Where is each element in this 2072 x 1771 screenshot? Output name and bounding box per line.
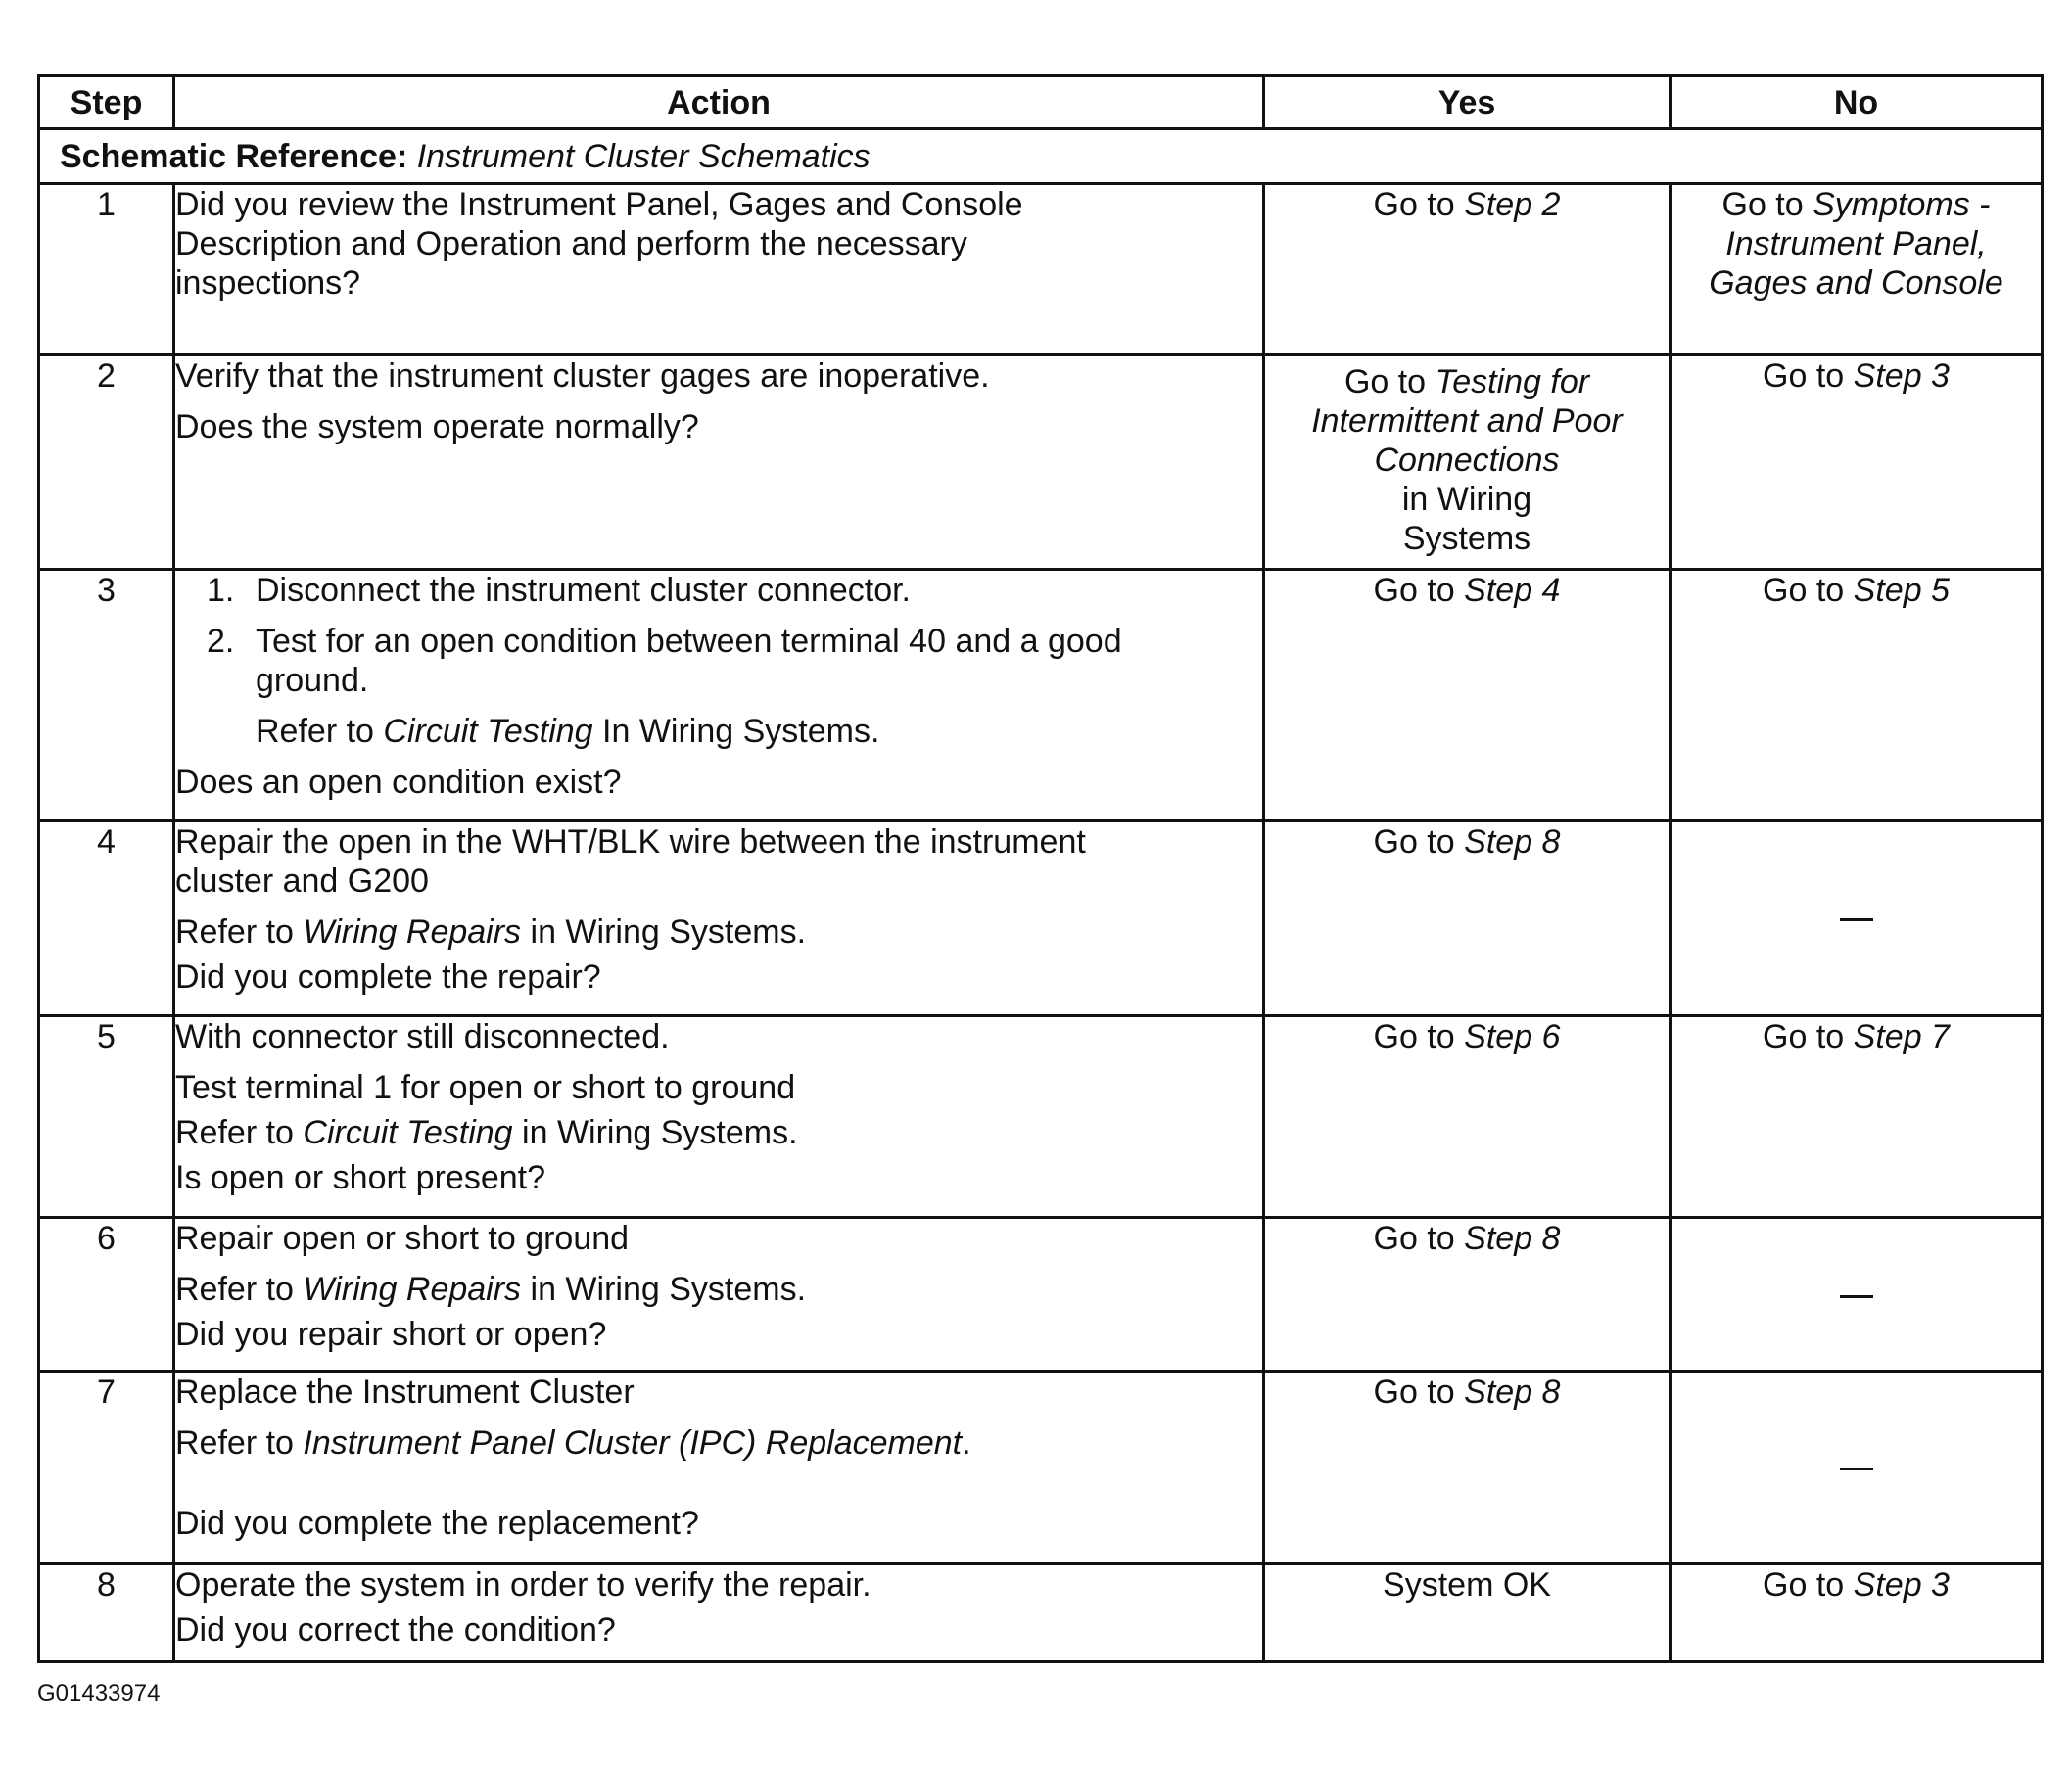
action-line: Repair the open in the WHT/BLK wire between the instrument (175, 822, 1086, 861)
schematic-reference-label: Schematic Reference: (60, 137, 408, 175)
action-question: Does the system operate normally? (175, 408, 699, 446)
no-cell (1671, 1015, 2043, 1218)
refer-prefix: Refer to (175, 1113, 294, 1151)
action-cell (174, 1015, 1264, 1218)
figure-id-caption: G01433974 (37, 1680, 161, 1706)
list-item (175, 622, 1262, 700)
action-cell (174, 820, 1264, 1015)
list-item-number: 2. (207, 622, 235, 660)
action-question: Did you complete the replacement? (175, 1504, 699, 1542)
schematic-reference-cell (39, 129, 2043, 184)
action-cell (174, 569, 1264, 820)
action-question: Did you complete the repair? (175, 957, 601, 996)
step-number: 5 (39, 1015, 174, 1218)
refer-prefix: Refer to (175, 1423, 294, 1462)
schematic-reference-row (39, 129, 2043, 184)
yes-link[interactable]: Step 2 (1464, 186, 1561, 224)
refer-link[interactable]: Instrument Panel Cluster (IPC) Replacement (303, 1423, 963, 1462)
refer-line (175, 1423, 1262, 1463)
yes-cell (1264, 1218, 1671, 1372)
list-item-text: ground. (256, 661, 369, 699)
yes-prefix: Go to (1373, 1373, 1455, 1411)
yes-cell (1264, 569, 1671, 820)
schematic-reference-link[interactable]: Instrument Cluster Schematics (416, 137, 871, 175)
refer-suffix: In Wiring Systems. (602, 712, 880, 750)
refer-link[interactable]: Wiring Repairs (303, 1271, 522, 1309)
step-number: 4 (39, 820, 174, 1015)
yes-link[interactable]: Step 4 (1464, 571, 1561, 609)
header-yes: Yes (1264, 76, 1671, 129)
yes-suffix: in Wiring (1401, 481, 1532, 519)
action-line: cluster and G200 (175, 862, 429, 900)
refer-line (175, 1270, 1262, 1309)
action-cell (174, 1218, 1264, 1372)
action-question: Is open or short present? (175, 1158, 546, 1196)
list-item-text: Test for an open condition between terminal 40 and a good (256, 622, 1122, 660)
no-dash (1840, 1468, 1873, 1470)
yes-prefix: Go to (1343, 363, 1427, 401)
step-number: 7 (39, 1371, 174, 1563)
no-cell (1671, 1218, 2043, 1372)
no-link[interactable]: Gages and Console (1709, 264, 2003, 303)
no-cell (1671, 1371, 2043, 1563)
table-row (39, 820, 2043, 1015)
no-cell (1671, 820, 2043, 1015)
yes-cell (1264, 1563, 1671, 1661)
refer-link[interactable]: Circuit Testing (303, 1113, 513, 1151)
table-row (39, 1563, 2043, 1661)
yes-prefix: Go to (1373, 186, 1455, 224)
refer-suffix: in Wiring Systems. (530, 912, 807, 951)
header-step: Step (39, 76, 174, 129)
no-prefix: Go to (1763, 1565, 1845, 1604)
yes-link[interactable]: Testing for (1435, 363, 1590, 401)
list-item-text: Disconnect the instrument cluster connector. (256, 571, 911, 609)
no-dash (1840, 918, 1873, 921)
step-number: 1 (39, 184, 174, 355)
yes-text: System OK (1383, 1565, 1551, 1604)
action-line: Description and Operation and perform the necessary (175, 225, 967, 263)
header-action: Action (174, 76, 1264, 129)
yes-suffix: Systems (1402, 520, 1531, 558)
table-row (39, 184, 2043, 355)
action-cell (174, 1371, 1264, 1563)
no-link[interactable]: Symptoms - (1813, 186, 1991, 224)
yes-cell (1264, 820, 1671, 1015)
yes-prefix: Go to (1373, 1017, 1455, 1055)
action-line: Test terminal 1 for open or short to ground (175, 1068, 796, 1106)
refer-suffix: in Wiring Systems. (530, 1271, 807, 1309)
yes-link[interactable]: Intermittent and Poor (1311, 402, 1623, 441)
no-prefix: Go to (1721, 186, 1804, 224)
no-cell (1671, 184, 2043, 355)
table-row (39, 355, 2043, 570)
table-row (39, 1218, 2043, 1372)
no-cell (1671, 355, 2043, 570)
no-link[interactable]: Step 5 (1853, 571, 1950, 609)
action-line: Operate the system in order to verify the repair. (175, 1565, 871, 1604)
step-number: 2 (39, 355, 174, 570)
refer-line (175, 1113, 1262, 1152)
yes-prefix: Go to (1373, 1220, 1455, 1258)
action-cell (174, 1563, 1264, 1661)
list-item (175, 571, 1262, 610)
no-prefix: Go to (1763, 571, 1845, 609)
refer-prefix: Refer to (175, 912, 294, 951)
yes-prefix: Go to (1373, 822, 1455, 861)
table-header-row (39, 76, 2043, 129)
header-no: No (1671, 76, 2043, 129)
action-line: Replace the Instrument Cluster (175, 1373, 635, 1411)
action-cell (174, 355, 1264, 570)
no-prefix: Go to (1763, 357, 1845, 396)
table-row (39, 569, 2043, 820)
action-line: Repair open or short to ground (175, 1220, 630, 1258)
yes-link[interactable]: Step 8 (1464, 1373, 1561, 1411)
yes-cell (1264, 184, 1671, 355)
refer-line (175, 912, 1262, 952)
step-number: 3 (39, 569, 174, 820)
no-link[interactable]: Step 7 (1853, 1017, 1950, 1055)
refer-suffix: . (962, 1423, 971, 1462)
action-cell (174, 184, 1264, 355)
yes-prefix: Go to (1373, 571, 1455, 609)
action-line: Did you review the Instrument Panel, Gages and Console (175, 186, 1023, 224)
yes-cell (1264, 355, 1671, 570)
yes-cell (1264, 1015, 1671, 1218)
yes-link[interactable]: Step 8 (1464, 1220, 1561, 1258)
no-cell (1671, 1563, 2043, 1661)
refer-link[interactable]: Circuit Testing (383, 712, 593, 750)
refer-link[interactable]: Wiring Repairs (303, 912, 522, 951)
action-question: Did you correct the condition? (175, 1610, 616, 1649)
no-link[interactable]: Instrument Panel, (1725, 225, 1987, 263)
refer-line (175, 712, 1262, 751)
yes-link[interactable]: Connections (1374, 442, 1560, 480)
diagnostic-table (37, 74, 2044, 1663)
table-row (39, 1015, 2043, 1218)
table-row (39, 1371, 2043, 1563)
action-line: With connector still disconnected. (175, 1017, 670, 1055)
yes-link[interactable]: Step 8 (1464, 822, 1561, 861)
no-link[interactable]: Step 3 (1853, 1565, 1950, 1604)
refer-prefix: Refer to (175, 1271, 294, 1309)
refer-suffix: in Wiring Systems. (522, 1113, 798, 1151)
step-number: 6 (39, 1218, 174, 1372)
no-prefix: Go to (1763, 1017, 1845, 1055)
no-link[interactable]: Step 3 (1853, 357, 1950, 396)
list-item-number: 1. (207, 571, 235, 609)
action-line: inspections? (175, 264, 361, 303)
action-question: Did you repair short or open? (175, 1316, 607, 1354)
yes-cell (1264, 1371, 1671, 1563)
refer-prefix: Refer to (256, 712, 374, 750)
step-number: 8 (39, 1563, 174, 1661)
no-dash (1840, 1295, 1873, 1298)
yes-link[interactable]: Step 6 (1464, 1017, 1561, 1055)
action-line: Verify that the instrument cluster gages are inoperative. (175, 357, 990, 396)
no-cell (1671, 569, 2043, 820)
action-question: Does an open condition exist? (175, 763, 622, 801)
